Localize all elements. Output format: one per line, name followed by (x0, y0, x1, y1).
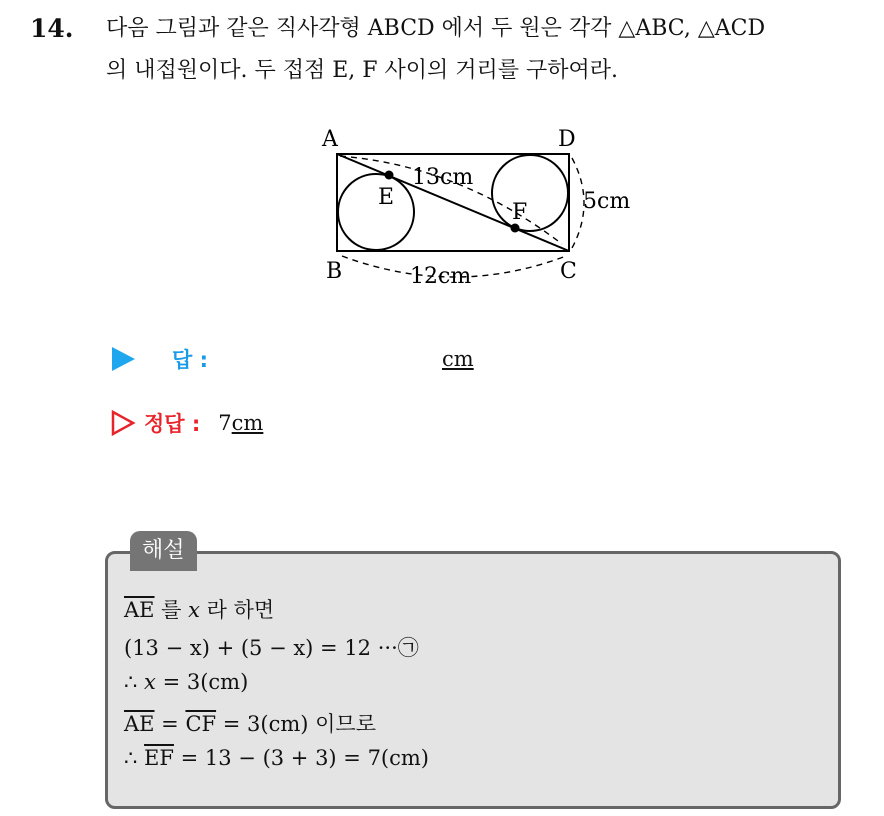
therefore-symbol: ∴ (124, 670, 145, 694)
solution-line-2: (13 − x) + (5 − x) = 12 ···㉠ (124, 636, 419, 660)
segment-cf: $\overline{CF}$ (185, 712, 217, 736)
segment-ae: $\overline{AE}$ (124, 712, 155, 736)
correct-answer-label: 정답 : (144, 412, 201, 436)
solution-text: 를 (154, 598, 189, 622)
correct-answer-row (110, 408, 263, 438)
solution-text: = (154, 712, 186, 736)
incircle-acd (492, 155, 568, 231)
label-c: C (560, 259, 577, 284)
label-e: E (378, 185, 395, 210)
variable-x: x (144, 670, 156, 694)
correct-answer-unit: cm (231, 411, 264, 435)
tangent-point-e (385, 171, 394, 180)
solution-text: 라 하면 (199, 598, 275, 622)
solution-line-1 (124, 594, 274, 624)
question-number: 14. (30, 14, 74, 43)
question-text-line-2: 의 내접원이다. 두 접점 E, F 사이의 거리를 구하여라. (106, 58, 619, 83)
label-d: D (558, 127, 576, 152)
segment-ef: $\overline{EF}$ (144, 746, 174, 770)
correct-answer-value: 7 (218, 411, 232, 435)
therefore-symbol: ∴ (124, 746, 145, 770)
geometry-figure (300, 118, 650, 293)
play-icon (110, 346, 136, 372)
solution-text: = 3(cm) 이므로 (216, 712, 376, 736)
solution-text: = 13 − (3 + 3) = 7(cm) (173, 746, 429, 770)
label-diagonal-length: 13cm (412, 165, 474, 190)
solution-tab: 해설 (130, 531, 197, 571)
question-text-line-1: 다음 그림과 같은 직사각형 ABCD 에서 두 원은 각각 △ABC, △ACD (106, 16, 766, 41)
label-b: B (326, 259, 343, 284)
label-f: F (512, 200, 528, 225)
label-side-length: 5cm (583, 189, 631, 214)
answer-unit: cm (442, 347, 474, 371)
solution-line-3 (124, 670, 248, 694)
answer-row (110, 344, 474, 374)
solution-line-5 (124, 746, 429, 770)
incircle-abc (338, 174, 414, 250)
variable-x: x (188, 598, 200, 622)
label-bottom-length: 12cm (410, 264, 472, 289)
answer-label: 답 : (172, 348, 208, 372)
solution-line-4 (124, 708, 376, 738)
solution-text: = 3(cm) (155, 670, 249, 694)
play-outline-icon (110, 410, 136, 436)
label-a: A (322, 127, 338, 152)
segment-ae: $\overline{AE}$ (124, 598, 155, 622)
